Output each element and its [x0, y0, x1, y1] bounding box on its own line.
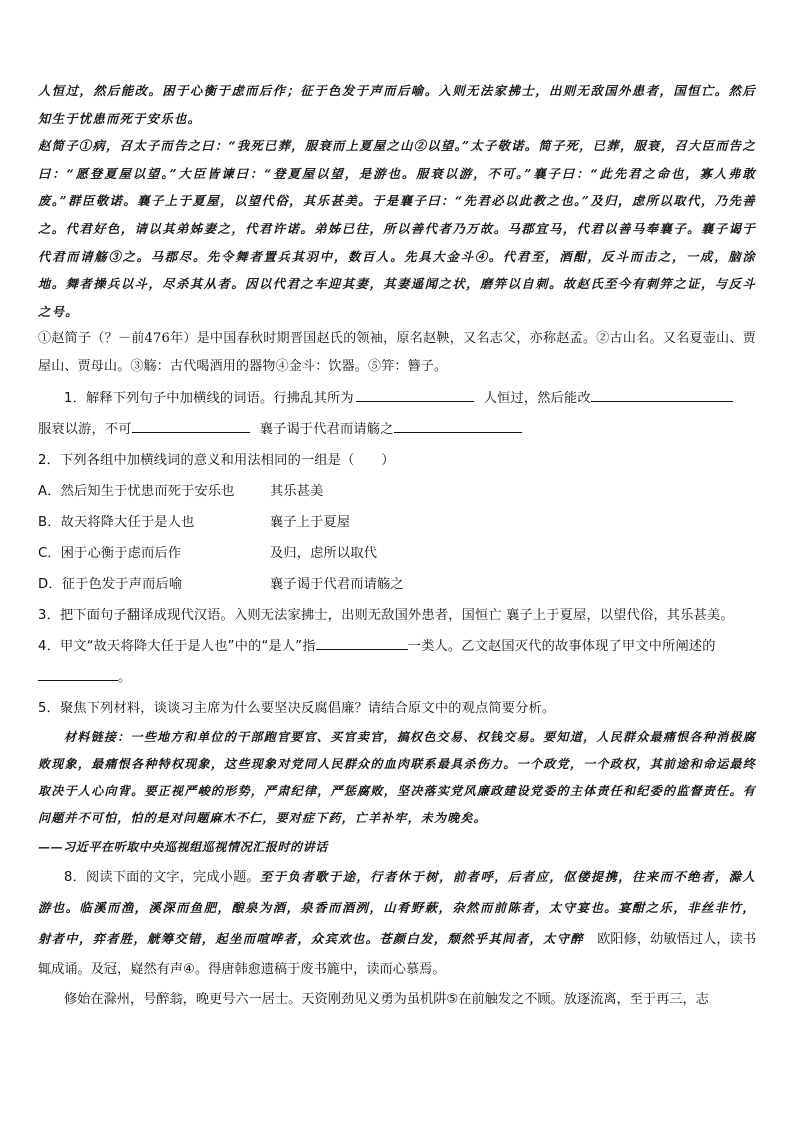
material-source: ——习近平在听取中央巡视组巡视情况汇报时的讲话	[38, 839, 328, 854]
passage-jia-ending: 人恒过，然后能改。困于心衡于虑而后作；征于色发于声而后喻。入则无法家拂士，出则无敌国外患者，国恒亡。然后知生于忧患而死于安乐也。	[38, 83, 756, 126]
option-b-left: B．故天将降大任于是人也	[38, 514, 195, 530]
passage-notes: ①赵简子（？－前476年）是中国春秋时期晋国赵氏的领袖，原名赵鞅，又名志父，亦称赵孟。②古山名。又名夏壶山、贾屋山、贾母山。③觞：古代喝酒用的器物④金斗：饮器。⑤笄：簪子。	[38, 331, 756, 374]
question-1-prompt: 1．解释下列句子中加横线的词语。行拂乱其所为	[64, 390, 354, 406]
option-c-right: 及归，虑所以取代	[270, 545, 378, 561]
reading-part-2: 欧阳修，幼敏悟过人，读书辄成诵。及冠，嶷然有声④。得唐韩愈遗稿于废书簏中，读而心慕焉。	[38, 931, 757, 977]
option-b-right: 襄子上于夏屋	[270, 514, 351, 530]
option-c[interactable]	[38, 538, 756, 569]
question-8	[38, 862, 756, 985]
question-4	[38, 631, 756, 693]
passage-yi: 赵简子①病，召太子而告之曰：“我死已葬，服衰而上夏屋之山②以望。”太子敬诺。简子死，已葬，服衰，召大臣而告之曰：“愿登夏屋以望。”大臣皆谏曰：“登夏屋以望，是游也。服衰以游，不可。”襄子曰：“此先君之命也，寡人弗敢废。”群臣敬诺。襄子上于夏屋，以望代俗，其乐甚美。于是襄子曰：“先君必以此教之也。”及归，虑所以取代，乃先善之。代君好色，请以其弟姊妻之，代君许诺。弟姊已往，所以善代者乃万故。马郡宜马，代君以善马奉襄子。襄子谒于代君而请觞③之。马郡尽。先令舞者置兵其羽中，数百人。先具大金斗④。代君至，酒酣，反斗而击之，一成，脑涂地。舞者操兵以斗，尽杀其从者。因以代君之车迎其妻，其妻遥闻之状，磨笄以自刺。故赵氏至今有刺笄之证，与反斗之号。	[38, 138, 756, 319]
answer-blank-4[interactable]	[394, 417, 522, 433]
reading-part-1: 至于负者歌于途，行者休于树，前者呼，后者应，伛偻提携，往来而不绝者，滁人游也。临溪而渔，溪深而鱼肥，酿泉为酒，泉香而酒洌，山肴野蔌，杂然而前陈者，太守宴也。宴酣之乐，非丝非竹，射者中，弈者胜，觥筹交错，起坐而喧哗者，众宾欢也。苍颜白发，颓然乎其间者，太守醉	[38, 868, 756, 946]
option-b[interactable]	[38, 507, 756, 538]
option-d[interactable]	[38, 569, 756, 600]
option-c-left: C．困于心衡于虑而后作	[38, 545, 182, 561]
answer-blank-3[interactable]	[132, 417, 250, 433]
question-4-part-1: 4．甲文“故天将降大任于是人也”中的“是人”指	[38, 638, 316, 654]
question-1-item-2: 人恒过，然后能改	[483, 390, 591, 406]
question-2-stem: 2．下列各组中加横线词的意义和用法相同的一组是（ ）	[38, 452, 395, 468]
question-3: 3．把下面句子翻译成现代汉语。入则无法家拂士，出则无敌国外患者，国恒亡 襄子上于夏屋，以望代俗，其乐甚美。	[38, 607, 734, 623]
question-1-item-4: 襄子谒于代君而请觞之	[259, 421, 394, 437]
option-a[interactable]	[38, 476, 756, 507]
option-d-right: 襄子谒于代君而请觞之	[270, 576, 404, 592]
answer-blank-5[interactable]	[316, 634, 408, 650]
question-4-end: 。	[118, 669, 132, 685]
option-a-right: 其乐甚美	[270, 483, 324, 499]
reading-paragraph-2: 修始在滁州，号醉翁，晚更号六一居士。天资刚劲见义勇为虽机阱⑤在前触发之不顾。放逐流离，至于再三，志	[64, 991, 709, 1007]
question-5: 5．聚焦下列材料，谈谈习主席为什么要坚决反腐倡廉？请结合原文中的观点简要分析。	[38, 700, 556, 716]
option-d-left: D．征于色发于声而后喻	[38, 576, 183, 592]
page-content	[38, 77, 756, 1015]
question-1	[38, 383, 756, 445]
answer-blank-6[interactable]	[38, 665, 118, 681]
question-8-number: 8．阅读下面的文字，完成小题。	[64, 869, 260, 885]
question-1-item-3: 服衰以游，不可	[38, 421, 132, 437]
material-link: 材料链接：一些地方和单位的干部跑官要官、买官卖官，搞权色交易、权钱交易。要知道，人民群众最痛恨各种消极腐败现象，最痛恨各种特权现象，这些现象对党同人民群众的血肉联系最具杀伤力。一个政党，一个政权，其前途和命运最终取决于人心向背。要正视严峻的形势，严肃纪律，严惩腐败，坚决落实党风廉政建设党委的主体责任和纪委的监督责任。有问题并不可怕，怕的是对问题麻木不仁，要对症下药，亡羊补牢，未为晚矣。	[38, 729, 756, 825]
option-a-left: A．然后知生于忧患而死于安乐也	[38, 483, 235, 499]
question-4-part-2: 一类人。乙文赵国灭代的故事体现了甲文中所阐述的	[407, 638, 716, 654]
answer-blank-2[interactable]	[591, 386, 733, 402]
answer-blank-1[interactable]	[356, 386, 474, 402]
